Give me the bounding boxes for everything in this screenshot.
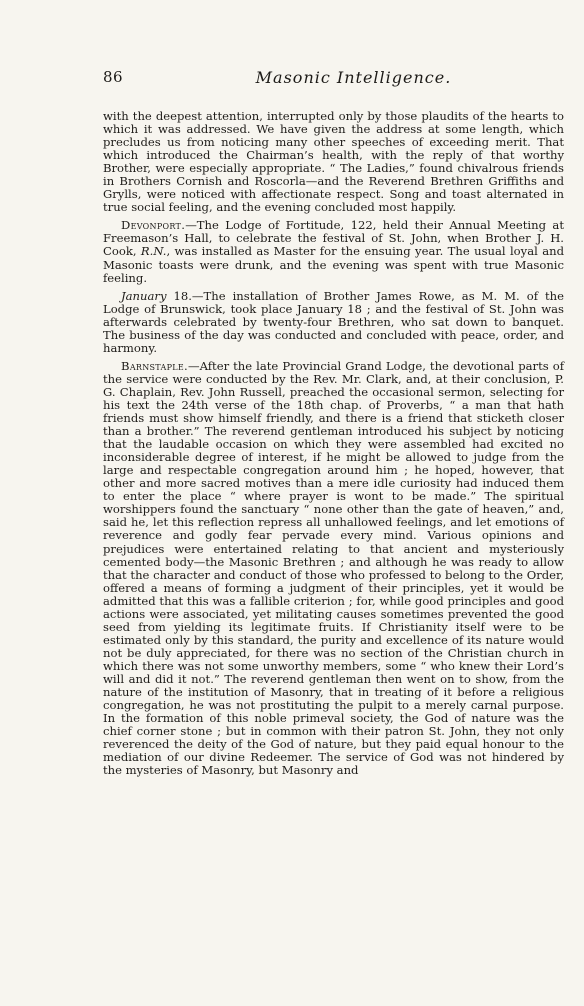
paragraph-p2 — [103, 219, 564, 284]
text-segment: January — [121, 288, 167, 303]
paragraph-p4 — [103, 360, 564, 778]
running-title: Masonic Intelligence. — [255, 68, 452, 87]
text-segment: —After the late Provincial Grand Lodge, the devotional parts of the service were conducted by the Rev. Mr. Clark, and, at their conclusion, P. G. Chaplain, Rev. John Russell, preached the occasional sermon, selecting for his text the 24th verse of the 18th chap. of Proverbs, “ a man that hath friends must show himself friendly, and there is a friend that sticketh closer than a brother.” The reverend gentleman introduced his subject by noticing that the laudable occasion on which they were assembled had excited no inconsiderable degree of interest, if he might be allowed to judge from the large and respectable congregation around him ; he hoped, however, that other and more sacred motives than a mere idle curiosity had induced them to enter the place “ where prayer is wont to be made.” The spiritual worshippers found the sanctuary “ none other than the gate of heaven,” and, said he, let this reflection repress all unhallowed feelings, and let emotions of reverence and godly fear pervade every mind. Various opinions and prejudices were entertained relating to that ancient and mysteriously cemented body—the Masonic Brethren ; and although he was ready to allow that the character and conduct of those who professed to belong to the Order, offered a means of forming a judgment of their principles, yet it would be admitted that this was a fallible criterion ; for, while good principles and good actions were associated, yet militating causes sometimes prevented the good seed from yielding its legitimate fruits. If Christianity itself were to be estimated only by this standard, the purity and excellence of its nature would not be duly appreciated, for there was no section of the Christian church in which there was not some unworthy members, some “ who knew their Lord’s will and did it not.” The reverend gentleman then went on to show, from the nature of the institution of Masonry, that in treating of it before a religious congregation, he was not prostituting the pulpit to a merely carnal purpose. In the formation of this noble primeval society, the God of nature was the chief corner stone ; but in common with their patron St. John, they not only reverenced the deity of the God of nature, but they paid equal honour to the mediation of our divine Redeemer. The service of God was not hindered by the mysteries of Masonry, but Masonry and — [103, 358, 564, 778]
paragraph-p3 — [103, 290, 564, 355]
text-segment: with the deepest attention, interrupted only by those plaudits of the hearts to which it was addressed. We have given the address at some length, which precludes us from noticing many other speeches of exceeding merit. That which introduced the Chairman’s health, with the reply of that worthy Brother, were especially appropriate. “ The Ladies,” found chivalrous friends in Brothers Cornish and Roscorla—and the Reverend Brethren Griffiths and Grylls, were noticed with affectionate respect. Song and toast alternated in true social feeling, and the evening concluded most happily. — [103, 109, 564, 215]
paragraph-p1 — [103, 110, 564, 214]
text-segment: , was installed as Master for the ensuing year. The usual loyal and Masonic toasts were drunk, and the evening was spent with true Masonic feeling. — [103, 244, 565, 285]
text-segment: Devonport. — [121, 218, 186, 233]
page-header — [103, 68, 564, 94]
text-segment: Barnstaple. — [121, 358, 188, 373]
article-body — [103, 110, 564, 777]
text-segment: 18.—The installation of Brother James Rowe, as M. M. of the Lodge of Brunswick, took place January 18 ; and the festival of St. John was afterwards celebrated by twenty-four Brethren, who sat down to banquet. The business of the day was conducted and concluded with peace, order, and harmony. — [103, 288, 564, 355]
text-segment: R.N. — [140, 244, 167, 259]
text-segment: —The Lodge of Fortitude, 122, held their Annual Meeting at Freemason’s Hall, to celebrate the festival of St. John, when Brother J. H. Cook, — [103, 218, 564, 259]
page-number: 86 — [103, 68, 124, 86]
